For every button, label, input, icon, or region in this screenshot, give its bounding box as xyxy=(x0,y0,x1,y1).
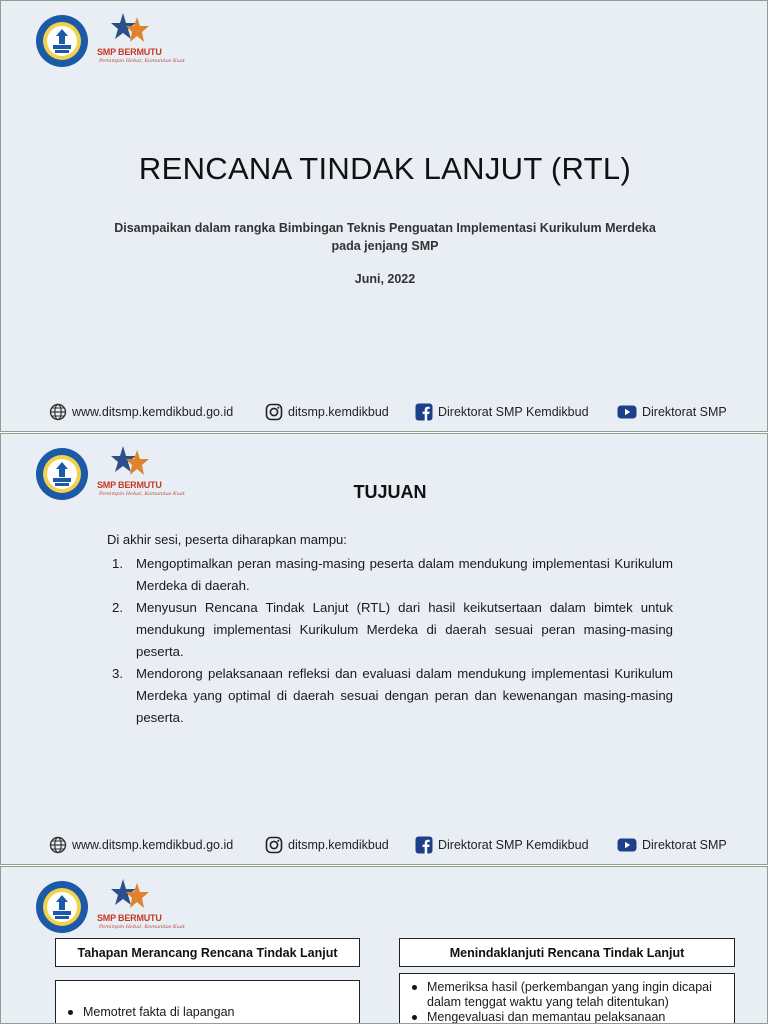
goal-list xyxy=(107,553,673,729)
brand-name: SMP BERMUTU xyxy=(97,480,162,490)
footer-website-text: www.ditsmp.kemdikbud.go.id xyxy=(72,405,234,419)
list-number: 3. xyxy=(112,666,123,681)
subtitle xyxy=(1,219,768,255)
smp-bermutu-logo xyxy=(97,11,185,67)
right-content-box xyxy=(399,973,735,1024)
footer-youtube[interactable] xyxy=(617,401,727,423)
facebook-icon xyxy=(415,836,433,854)
list-number: 1. xyxy=(112,556,123,571)
footer-facebook[interactable] xyxy=(415,401,589,423)
subtitle-line-2: pada jenjang SMP xyxy=(331,239,439,253)
slide-tahapan xyxy=(0,866,768,1024)
globe-icon xyxy=(49,403,67,421)
footer-facebook[interactable] xyxy=(415,834,589,856)
footer-youtube[interactable] xyxy=(617,834,727,856)
footer-instagram-text: ditsmp.kemdikbud xyxy=(288,405,389,419)
right-heading-box xyxy=(399,938,735,967)
globe-icon xyxy=(49,836,67,854)
footer xyxy=(1,834,768,856)
left-heading-box xyxy=(55,938,360,967)
list-text: Mendorong pelaksanaan refleksi dan evaluasi dalam mendukung implementasi Kurikulum Merdeka yang optimal di daerah sesuai dengan peran dan kewenangan masing-masing peserta. xyxy=(136,666,673,725)
brand-name: SMP BERMUTU xyxy=(97,913,162,923)
brand-name: SMP BERMUTU xyxy=(97,47,162,57)
section-heading: TUJUAN xyxy=(353,482,427,502)
footer-instagram[interactable] xyxy=(265,834,389,856)
brand-tagline: Pemimpin Hebat, Komunitas Kuat xyxy=(99,924,185,930)
right-list xyxy=(400,980,726,1024)
slide-title xyxy=(0,0,768,432)
list-item: Mengevaluasi dan memantau pelaksanaan xyxy=(400,1010,726,1024)
slide-tujuan xyxy=(0,433,768,865)
right-heading: Menindaklanjuti Rencana Tindak Lanjut xyxy=(449,945,685,960)
footer-website-text: www.ditsmp.kemdikbud.go.id xyxy=(72,838,234,852)
tut-wuri-handayani-logo xyxy=(35,880,89,934)
intro-text: Di akhir sesi, peserta diharapkan mampu: xyxy=(107,532,347,547)
youtube-icon xyxy=(617,837,637,853)
footer-website[interactable] xyxy=(49,401,233,423)
date: Juni, 2022 xyxy=(354,272,416,286)
list-item xyxy=(107,553,673,597)
youtube-icon xyxy=(617,404,637,420)
list-item: Memotret fakta di lapangan xyxy=(56,1005,359,1020)
tut-wuri-handayani-logo xyxy=(35,14,89,68)
subtitle-line-1: Disampaikan dalam rangka Bimbingan Teknis Penguatan Implementasi Kurikulum Merdeka xyxy=(114,221,656,235)
brand-tagline: Pemimpin Hebat, Komunitas Kuat xyxy=(99,58,185,64)
footer xyxy=(1,401,768,423)
footer-youtube-text: Direktorat SMP xyxy=(642,838,727,852)
list-item xyxy=(107,663,673,729)
page-title: RENCANA TINDAK LANJUT (RTL) xyxy=(138,151,632,186)
facebook-icon xyxy=(415,403,433,421)
list-item: Memeriksa hasil (perkembangan yang ingin dicapai dalam tenggat waktu yang telah ditentukan) xyxy=(400,980,726,1010)
footer-website[interactable] xyxy=(49,834,233,856)
smp-bermutu-logo xyxy=(97,877,185,933)
footer-youtube-text: Direktorat SMP xyxy=(642,405,727,419)
left-list xyxy=(56,1005,359,1020)
list-number: 2. xyxy=(112,600,123,615)
footer-facebook-text: Direktorat SMP Kemdikbud xyxy=(438,838,589,852)
list-text: Menyusun Rencana Tindak Lanjut (RTL) dari hasil keikutsertaan dalam bimtek untuk mendukung implementasi Kurikulum Merdeka di daerah sesuai peran masing-masing peserta. xyxy=(136,600,673,659)
list-item xyxy=(107,597,673,663)
left-content-box xyxy=(55,980,360,1024)
brand-tagline: Pemimpin Hebat, Komunitas Kuat xyxy=(99,491,185,497)
list-text: Mengoptimalkan peran masing-masing peserta dalam mendukung implementasi Kurikulum Merdeka di daerah. xyxy=(136,556,673,593)
instagram-icon xyxy=(265,836,283,854)
footer-instagram[interactable] xyxy=(265,401,389,423)
left-heading: Tahapan Merancang Rencana Tindak Lanjut xyxy=(77,945,338,960)
footer-facebook-text: Direktorat SMP Kemdikbud xyxy=(438,405,589,419)
instagram-icon xyxy=(265,403,283,421)
footer-instagram-text: ditsmp.kemdikbud xyxy=(288,838,389,852)
